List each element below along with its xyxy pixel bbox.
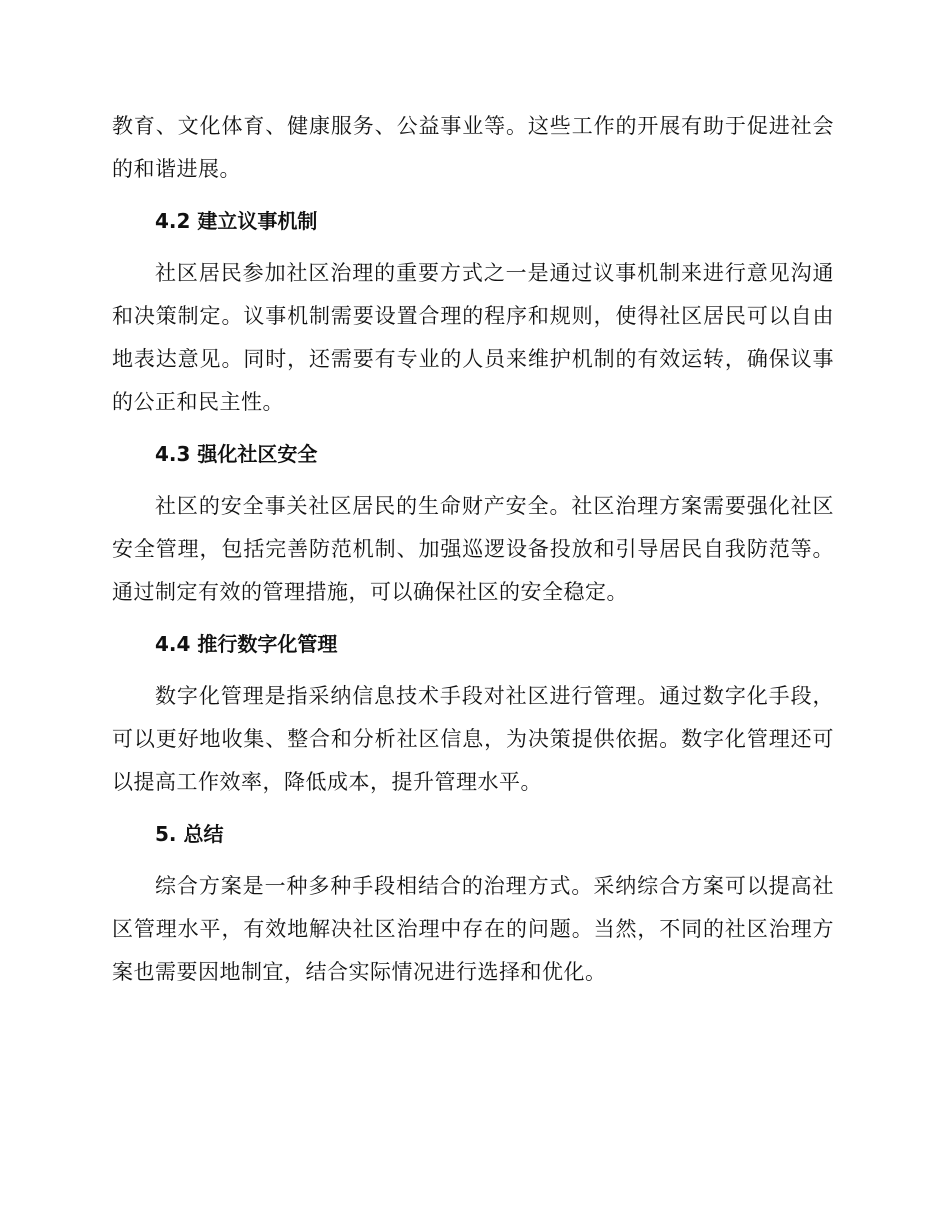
section-body-4-4: 数字化管理是指采纳信息技术手段对社区进行管理。通过数字化手段，可以更好地收集、整合和分析社区信息，为决策提供依据。数字化管理还可以提高工作效率，降低成本，提升管理水平。: [112, 684, 834, 794]
section-body-5: 综合方案是一种多种手段相结合的治理方式。采纳综合方案可以提高社区管理水平，有效地解决社区治理中存在的问题。当然，不同的社区治理方案也需要因地制宜，结合实际情况进行选择和优化。: [112, 874, 834, 984]
continuation-paragraph: 教育、文化体育、健康服务、公益事业等。这些工作的开展有助于促进社会的和谐进展。: [112, 114, 834, 181]
section-heading-4-4: 4.4 推行数字化管理: [155, 632, 338, 656]
section-heading-4-3: 4.3 强化社区安全: [155, 442, 318, 466]
document-content: [112, 105, 834, 994]
section-body-4-2: 社区居民参加社区治理的重要方式之一是通过议事机制来进行意见沟通和决策制定。议事机制需要设置合理的程序和规则，使得社区居民可以自由地表达意见。同时，还需要有专业的人员来维护机制的有效运转，确保议事的公正和民主性。: [112, 261, 834, 414]
section-body-4-3: 社区的安全事关社区居民的生命财产安全。社区治理方案需要强化社区安全管理，包括完善防范机制、加强巡逻设备投放和引导居民自我防范等。通过制定有效的管理措施，可以确保社区的安全稳定。: [112, 494, 834, 604]
section-heading-5: 5. 总结: [155, 822, 224, 846]
section-heading-4-2: 4.2 建立议事机制: [155, 209, 318, 233]
